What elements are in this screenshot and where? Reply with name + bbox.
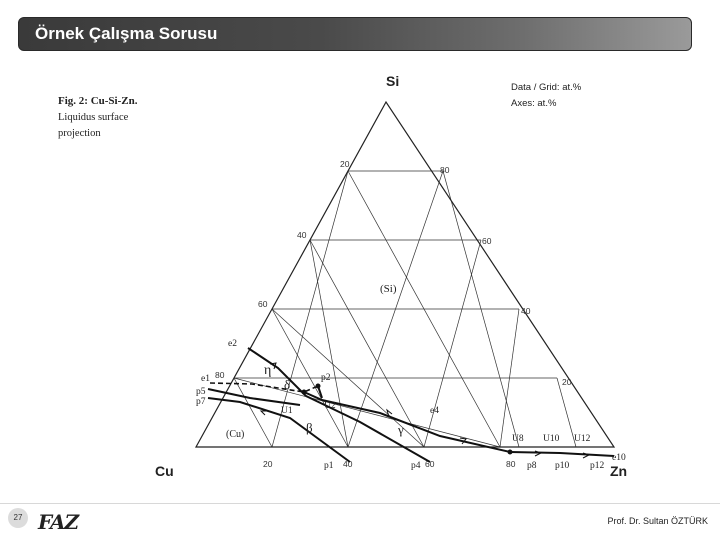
phase-label-gamma: γ [398, 422, 404, 437]
right-tick-label: 40 [521, 306, 531, 316]
point-u1 [302, 390, 307, 395]
right-tick-label: 20 [562, 377, 572, 387]
point-label-e10: e10 [612, 453, 626, 463]
left-tick-label: 60 [258, 299, 268, 309]
figure-caption-line: projection [58, 128, 101, 139]
phase-label-si: (Si) [380, 283, 397, 295]
footer-divider [0, 503, 720, 504]
point-label-p1: p1 [324, 461, 334, 471]
point-label-u2: U2 [324, 401, 336, 411]
phase-label-beta: β [306, 420, 313, 435]
point-label-e1: e1 [201, 374, 210, 384]
left-tick-label: 80 [215, 370, 225, 380]
left-tick-label: 20 [340, 159, 350, 169]
bottom-tick-label: 60 [425, 459, 435, 469]
phase-label-eta: η [264, 363, 272, 378]
point-label-u12: U12 [574, 434, 591, 444]
point-label-e4: e4 [430, 406, 439, 416]
point-label-p2: p2 [321, 373, 331, 383]
left-tick-label: 40 [297, 230, 307, 240]
figure-caption-line: Liquidus surface [58, 112, 129, 123]
boundary-curve-u8-e10 [510, 452, 614, 456]
point-p2 [316, 384, 321, 389]
phase-label-delta: δ [284, 377, 291, 392]
right-tick-label: 60 [482, 236, 492, 246]
bottom-tick-label: 20 [263, 459, 273, 469]
right-tick-label: 80 [440, 165, 450, 175]
author-name: Prof. Dr. Sultan ÖZTÜRK [607, 516, 708, 526]
bottom-tick-label: 40 [343, 459, 353, 469]
point-label-p8: p8 [527, 461, 537, 471]
bottom-tick-label: 80 [506, 459, 516, 469]
data-grid-note: Data / Grid: at.% [511, 82, 582, 93]
figure-caption-title: Fig. 2: Cu-Si-Zn. [58, 95, 138, 107]
point-label-u8: U8 [512, 434, 524, 444]
phase-label-cu: (Cu) [226, 429, 245, 440]
point-label-p12: p12 [590, 461, 605, 471]
point-label-p5: p5 [196, 387, 206, 397]
corner-label-si: Si [386, 73, 400, 89]
point-label-e2: e2 [228, 339, 237, 349]
point-label-u10: U10 [543, 434, 560, 444]
point-label-p10: p10 [555, 461, 570, 471]
axes-note: Axes: at.% [511, 98, 557, 109]
point-label-p7: p7 [196, 397, 206, 407]
faz-logo: FAZ [38, 510, 79, 534]
point-label-u1: U1 [281, 406, 293, 416]
arrow-marker [261, 411, 267, 415]
point-label-p4: p4 [411, 461, 421, 471]
corner-label-zn: Zn [610, 463, 628, 479]
page-number: 27 [8, 508, 28, 528]
corner-label-cu: Cu [155, 463, 174, 479]
point-u8 [508, 450, 513, 455]
slide-title: Örnek Çalışma Sorusu [35, 24, 218, 43]
